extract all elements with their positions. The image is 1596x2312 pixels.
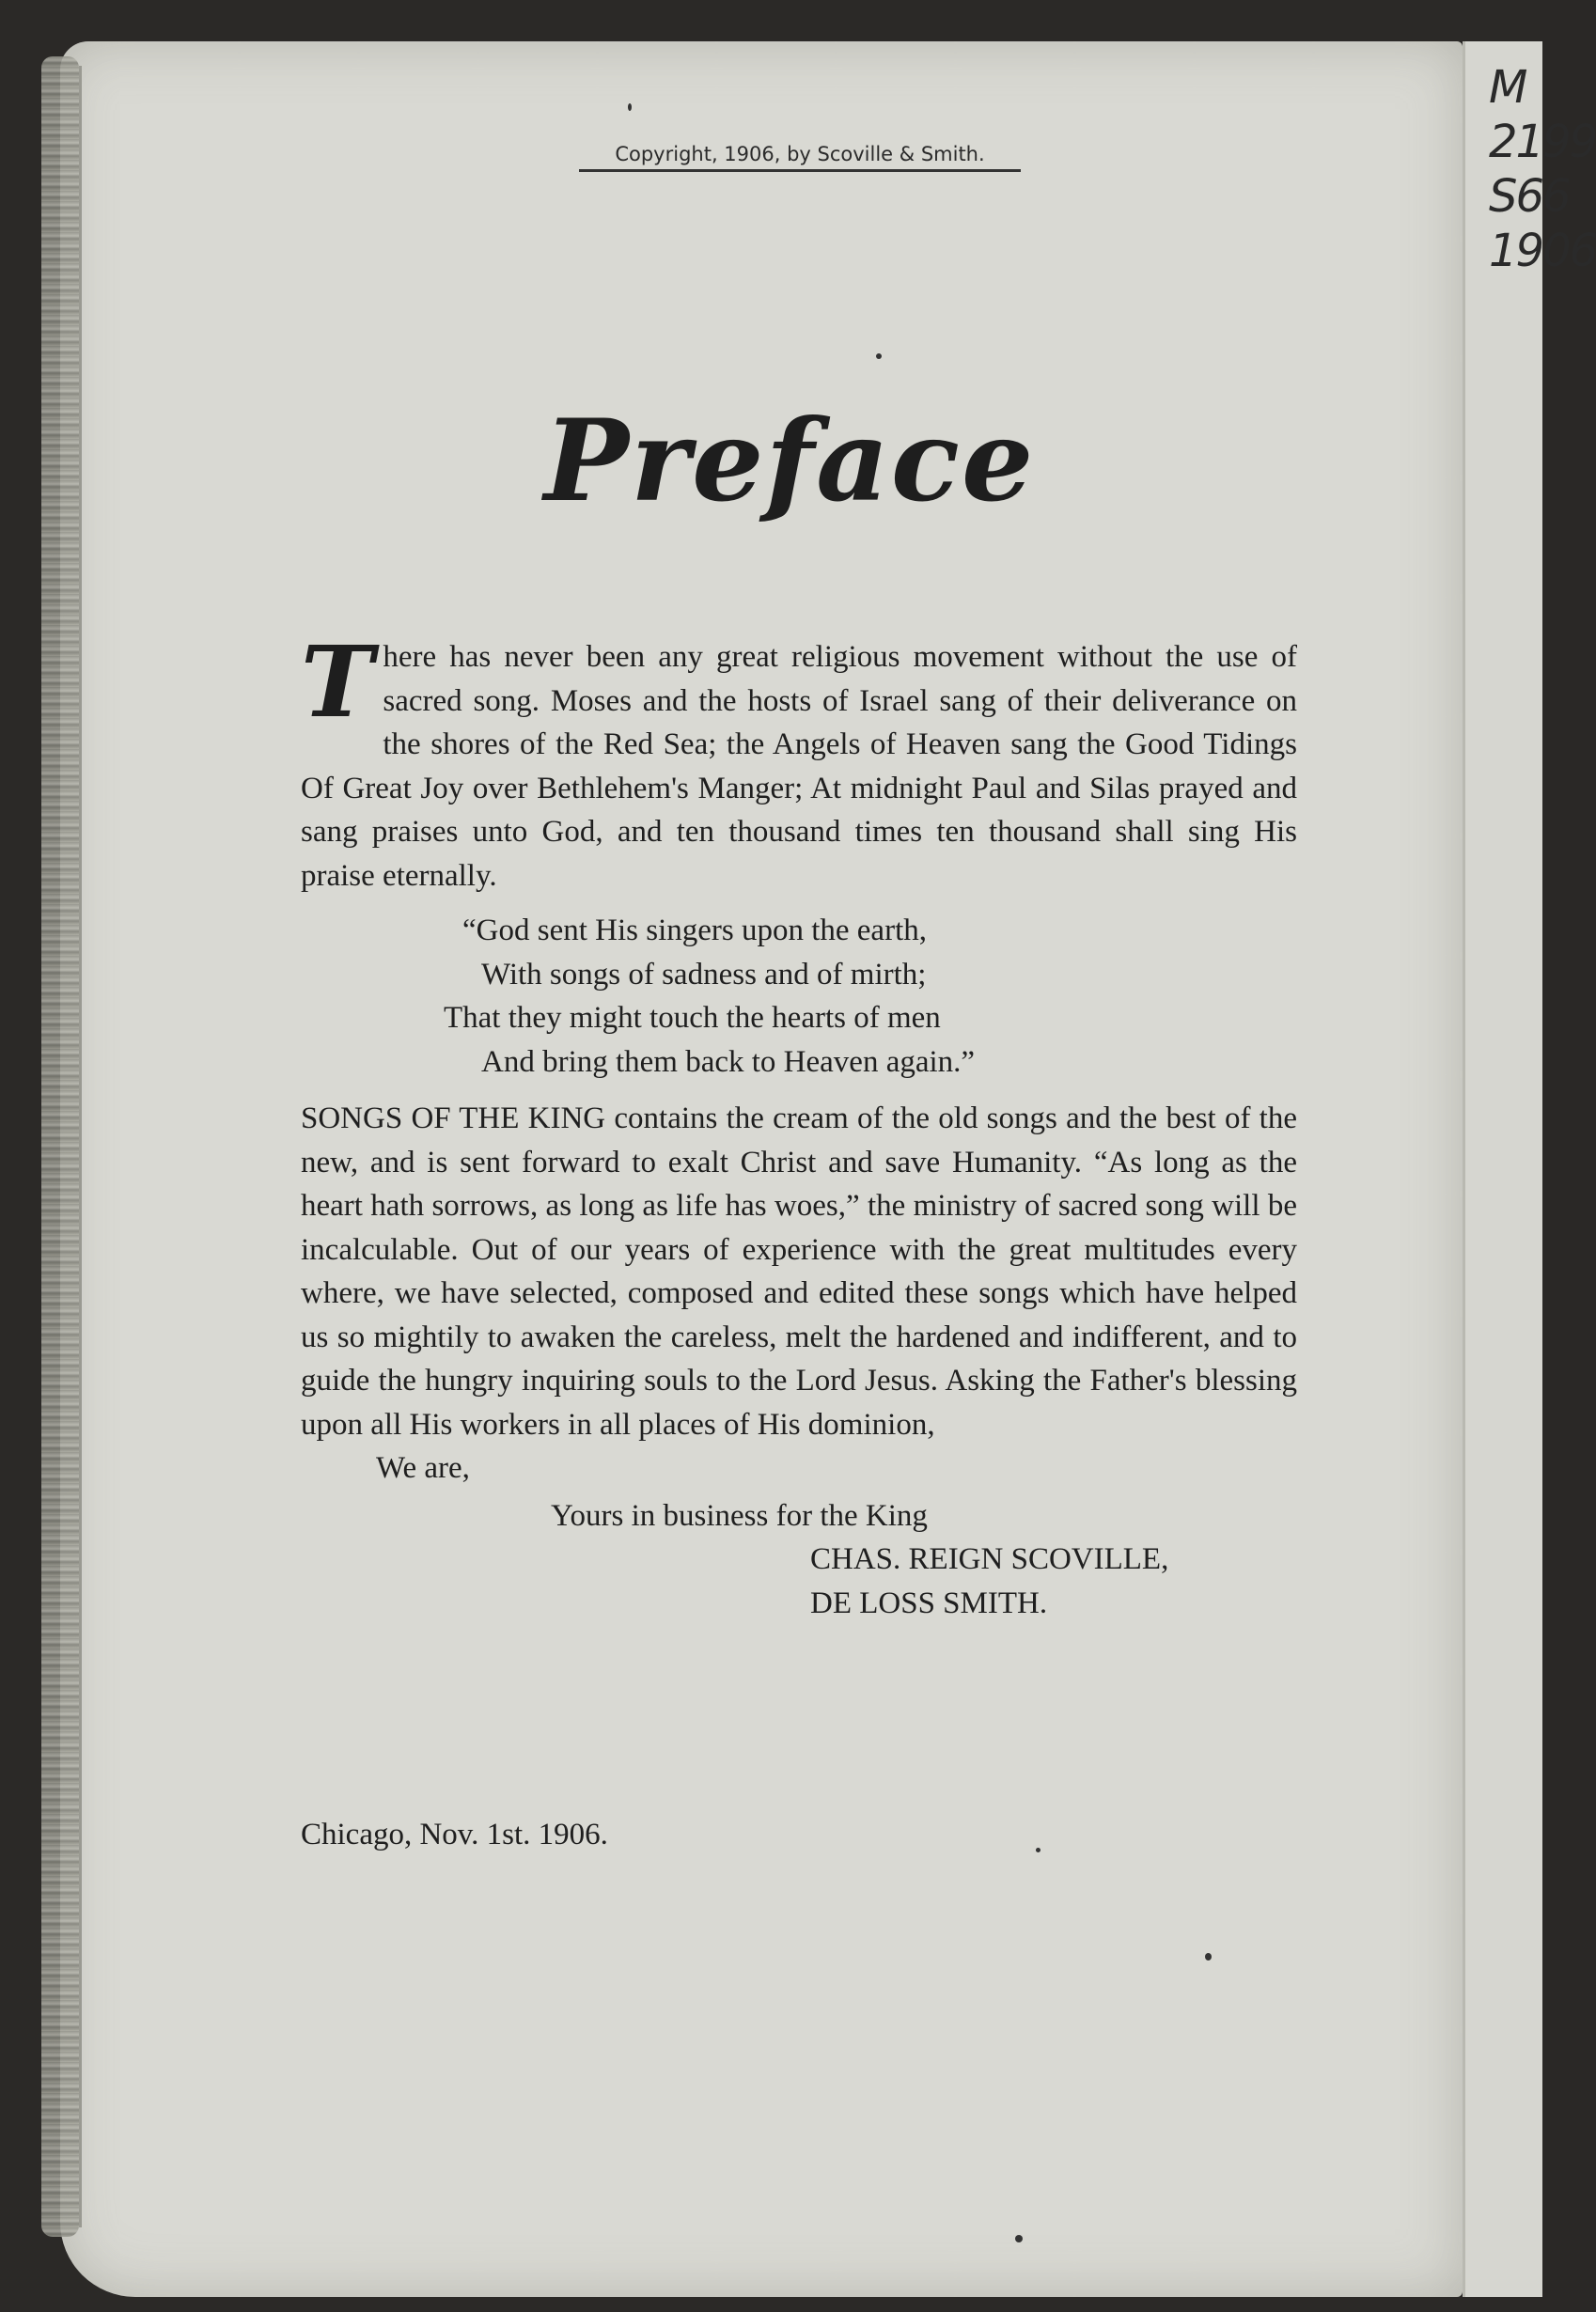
poem-line: And bring them back to Heaven again.” <box>481 1044 976 1079</box>
opening-paragraph-text: here has never been any great religious movement without the use of sacred song. Moses and the hosts of Israel sang of their deliverance on the shores of the Red Sea; the Angels of Heaven sang the Good Tidings Of Great Joy over Bethlehem's Manger; At midnight Paul and Silas prayed and sang praises unto God, and ten thousand times ten thousand shall sing His praise eternally. <box>301 640 1297 893</box>
copyright-line: Copyright, 1906, by Scoville & Smith. <box>579 143 1021 172</box>
library-call-number <box>1489 60 1596 278</box>
poem-line: With songs of sadness and of mirth; <box>481 957 927 992</box>
paper-speck <box>1205 1953 1212 1961</box>
poem-line: That they might touch the hearts of men <box>444 1001 941 1035</box>
poem-line: “God sent His singers upon the earth, <box>462 914 927 947</box>
signature-scoville: CHAS. REIGN SCOVILLE, <box>810 1542 1169 1576</box>
book-spine-binding <box>41 56 79 2237</box>
main-paragraph: SONGS OF THE KING contains the cream of the old songs and the best of the new, and is sent forward to exalt Christ and save Humanity. “As long as the heart hath sorrows, as long as life has woes,” the ministry of sacred song will be incalculable. Out of our years of experience with the great multitudes every where, we have selected, composed and edited these songs which have helped us so mightily to awaken the careless, melt the hardened and indifferent, and to guide the hungry inquiring souls to the Lord Jesus. Asking the Father's blessing upon all His workers in all places of His dominion, <box>301 1101 1297 1442</box>
opening-paragraph <box>301 624 1297 898</box>
preface-body <box>301 624 1297 1625</box>
paper-speck <box>876 353 882 359</box>
signoff-line: Yours in business for the King <box>551 1498 928 1533</box>
poem-quote <box>301 909 1297 1084</box>
paper-speck <box>1015 2235 1023 2242</box>
closing-line: We are, <box>376 1451 470 1485</box>
paper-speck <box>628 103 632 111</box>
call-number-line: M <box>1489 61 1526 114</box>
spine-fold-line <box>79 66 82 2227</box>
place-and-date: Chicago, Nov. 1st. 1906. <box>301 1818 608 1851</box>
drop-cap: T <box>301 624 374 740</box>
call-number-line: 1906 <box>1489 225 1596 277</box>
page-title: Preface <box>543 395 1036 527</box>
call-number-line: S66 <box>1489 170 1570 223</box>
signature-smith: DE LOSS SMITH. <box>810 1586 1048 1620</box>
call-number-line: 2199 <box>1489 116 1596 168</box>
paper-speck <box>1036 1848 1041 1852</box>
